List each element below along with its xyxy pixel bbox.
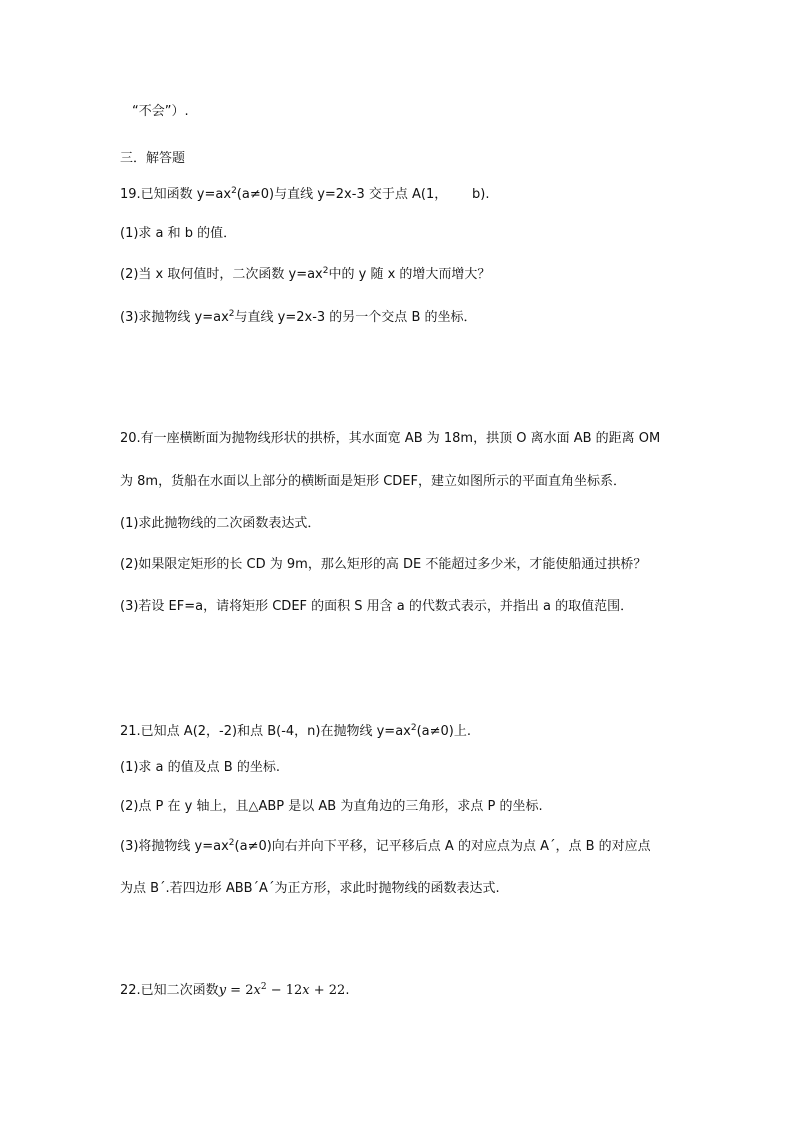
q20-part1: (1)求此抛物线的二次函数表达式． (120, 516, 321, 531)
q20-stem-2: 为 8m，货船在水面以上部分的横断面是矩形 CDEF，建立如图所示的平面直角坐标系． (120, 474, 626, 489)
q21-part3-cont: 为点 B´.若四边形 ABB´A´为正方形，求此时抛物线的函数表达式. (120, 881, 500, 896)
q20-part3: (3)若设 EF=a，请将矩形 CDEF 的面积 S 用含 a 的代数式表示，并指出 a 的取值范围． (120, 599, 634, 614)
q22-formula: $y = 2x^2 - 12x + 22$ (218, 982, 346, 998)
q21-stem: 21.已知点 A(2，-2)和点 B(-4，n)在抛物线 $y=ax^2(a\ne 0)$上. (120, 723, 471, 739)
q19-part3: (3)求抛物线 $y=ax^2$与直线 y=2x-3 的另一个交点 B 的坐标． (120, 309, 477, 325)
q19-part1: (1)求 a 和 b 的值． (120, 226, 237, 241)
q22-stem: 22.已知二次函数$y = 2x^2 - 12x + 22$. (120, 982, 350, 998)
q20-stem-1: 20.有一座横断面为抛物线形状的拱桥，其水面宽 AB 为 18m，拱顶 O 离水面 AB 的距离 OM (120, 431, 661, 446)
q19-stem: 19.已知函数 $y=ax^2(a\ne 0)$与直线 y=2x-3 交于点 A(1， b). (120, 186, 490, 202)
q21-part1: (1)求 a 的值及点 B 的坐标. (120, 760, 280, 775)
q19-part2: (2)当 x 取何值时，二次函数 $y=ax^2$中的 y 随 x 的增大而增大？ (120, 266, 491, 282)
q20-part2: (2)如果限定矩形的长 CD 为 9m，那么矩形的高 DE 不能超过多少米，才能使船通过拱桥？ (120, 557, 647, 572)
prev-question-tail: “不会”）. (132, 104, 189, 119)
section-heading: 三．解答题 (120, 151, 186, 166)
q21-part2: (2)点 P 在 y 轴上，且△ABP 是以 AB 为直角边的三角形，求点 P 的坐标. (120, 799, 543, 814)
q21-part3: (3)将抛物线 $y=ax^2(a\ne 0)$向右并向下平移，记平移后点 A 的对应点为点 A´，点 B 的对应点 (120, 838, 651, 854)
